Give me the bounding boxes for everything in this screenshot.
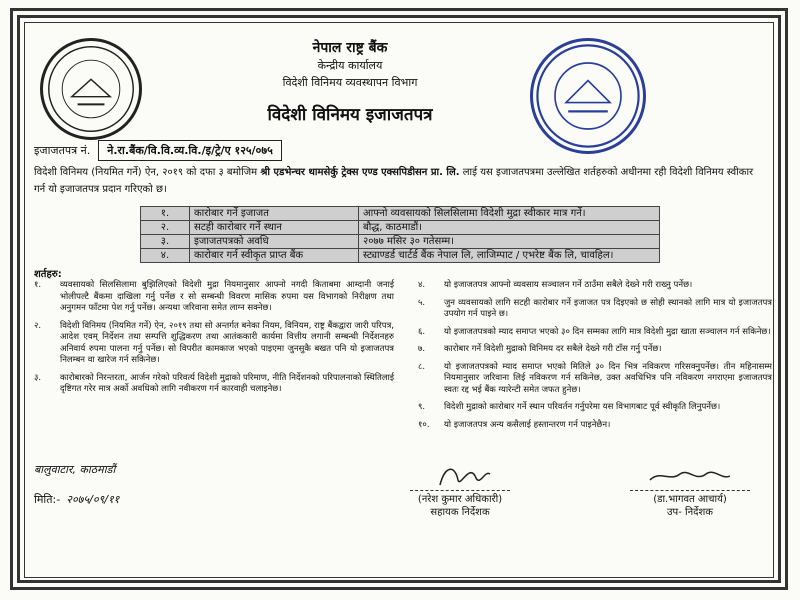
term-item <box>418 280 772 292</box>
term-number: ४. <box>418 280 426 290</box>
term-item <box>34 321 394 367</box>
department-name: विदेशी विनिमय व्यवस्थापन विभाग <box>282 76 418 89</box>
term-number: ९. <box>418 402 426 412</box>
reference-line <box>34 140 282 161</box>
term-number: ६. <box>418 326 426 337</box>
term-item <box>418 402 772 414</box>
term-text: यो इजाजतपत्रको म्याद समाप्त भएको मितिले ३० दिन भित्र नविकरण गरिसक्नुपर्नेछ। तीन महिनासम्म नियमानुसार जरिवाना लिई नविकरण गर्न सकिनेछ, उक्त अवधिभित्र पनि नविकरण नगराएमा इजाजतपत्र स्वतः रद्द भई बैंक ग्यारेन्टी समेत जफत हुनेछ। <box>444 361 772 395</box>
term-text: विदेशी विनिमय (नियमित गर्ने) ऐन, २०१९ तथा सो अन्तर्गत बनेका नियम, विनियम, राष्ट्र बैंकद्वारा जारी परिपत्र, आदेश एवम् निर्देशन तथा सम्पत्ति शुद्धिकरण तथा आतंककारी कार्यमा वित्तीय लगानी सम्बन्धी निर्देशनहरु अनिवार्य रुपमा पालना गर्नु पर्नेछ। सो विपरीत कामकाज भएको पाइएमा जुनसुकै बखत पनि यो इजाजतपत्र निलम्बन वा खारेज गर्न सकिनेछ। <box>60 320 394 365</box>
signature-mark <box>400 460 520 490</box>
row-number: १. <box>141 207 190 221</box>
table-row <box>141 249 660 263</box>
term-text: यो इजाजतपत्र आफ्नो व्यवसाय सञ्चालन गर्ने ठाउँमा सबैले देख्ने गरी राख्नु पर्नेछ। <box>444 280 693 290</box>
signatory-2 <box>620 460 760 519</box>
term-text: जुन व्यवसायको लागि सटही कारोबार गर्ने इजाजत पत्र दिइएको छ सोही स्थानको लागि मात्र यो इजाजतपत्र उपयोग गर्न पाइने छ। <box>444 297 772 319</box>
reference-label: इजाजतपत्र नं. <box>34 144 91 157</box>
table-row <box>141 235 660 249</box>
term-number: ३. <box>34 372 42 383</box>
license-details-table <box>140 206 660 263</box>
signatory-1-title: सहायक निर्देशक <box>430 507 490 518</box>
document-title: विदेशी विनिमय इजाजतपत्र <box>267 105 433 125</box>
intro-part2: लाई यस इजाजतपत्रमा उल्लेखित शर्तहरुको अधीनमा रही विदेशी विनिमय स्वीकार गर्न यो इजाजतपत्र प्रदान गरिएको छ। <box>34 167 754 195</box>
bank-name: नेपाल राष्ट्र बैंक <box>312 40 388 56</box>
term-item <box>418 327 772 339</box>
term-number: ७. <box>418 344 426 354</box>
term-text: कारोबारको निरन्तरता, आर्जन गरेको परिवर्त्य विदेशी मुद्राको परिमाण, नीति निर्देशनको परिपालनाको स्थितिलाई दृष्टिगत गरेर मात्र अर्को अवधिको लागि नवीकरण गर्न कारवाही चलाइनेछ। <box>60 372 394 394</box>
term-item <box>418 362 772 397</box>
signatory-1 <box>400 460 520 519</box>
issue-date <box>34 492 119 507</box>
row-value: स्ट्याण्डर्ड चार्टर्ड बैंक नेपाल लि, लाजिम्पाट / एभरेष्ट बैंक लि, चावहिल। <box>359 249 660 263</box>
row-label: इजाजतपत्रको अवधि <box>190 235 359 249</box>
signatory-2-name: (डा.भागवत आचार्य) <box>630 490 750 506</box>
term-item <box>418 298 772 321</box>
term-text: व्यवसायको सिलसिलामा बुझिलिएको विदेशी मुद्रा नियमानुसार आफ्नो नगदी किताबमा आम्दानी जनाई भोलीपल्टै बैंकमा दाखिला गर्नु पर्नेछ र सो सम्बन्धी विवरण मासिक रुपमा यस विभागको निरीक्षण तथा अनुगमन फाँटमा पेश गर्नु पर्नेछ। अन्यथा जरिवाना समेत लाग्न सक्नेछ। <box>60 280 394 313</box>
term-number: १. <box>34 280 42 290</box>
term-number: ८. <box>418 361 426 372</box>
signatory-1-name: (नरेश कुमार अधिकारी) <box>410 490 510 506</box>
row-number: २. <box>141 221 190 235</box>
row-number: ३. <box>141 235 190 249</box>
term-number: ५. <box>418 297 426 308</box>
term-item <box>418 420 772 432</box>
term-number: १०. <box>418 419 430 430</box>
row-number: ४. <box>141 249 190 263</box>
company-name: श्री एडभेन्चर थामसेर्कु ट्रेक्स एण्ड एक्सपिडीसन प्रा. लि. <box>260 167 460 178</box>
signatory-2-title: उप- निर्देशक <box>667 507 713 518</box>
terms-left-column <box>34 280 394 402</box>
term-text: यो इजाजतपत्र अन्य कसैलाई हस्तान्तरण गर्न पाइनेछैन। <box>444 419 611 430</box>
terms-right-column <box>418 280 772 437</box>
document-header <box>200 40 500 91</box>
signature-mark <box>620 460 760 490</box>
bank-seal-left <box>40 38 142 140</box>
issue-place: बालुवाटार, काठमाडौं <box>34 463 116 476</box>
intro-paragraph <box>34 164 766 198</box>
term-item <box>34 373 394 396</box>
term-item <box>34 280 394 315</box>
bank-emblem-icon <box>43 41 139 137</box>
bank-seal-right <box>530 38 646 154</box>
date-label: मिति:- <box>34 493 61 506</box>
date-value: २०७५/०९/११ <box>66 493 120 506</box>
row-value: २०७७ मसिर ३० गतेसम्म। <box>359 235 660 249</box>
table-row <box>141 221 660 235</box>
terms-heading: शर्तहरु: <box>34 269 62 280</box>
term-item <box>418 344 772 356</box>
row-value: आफ्नो व्यवसायको सिलसिलामा विदेशी मुद्रा स्वीकार मात्र गर्ने। <box>359 207 660 221</box>
row-label: कारोबार गर्न स्वीकृत प्राप्त बैंक <box>190 249 359 263</box>
office-name: केन्द्रीय कार्यालय <box>317 59 383 72</box>
term-text: कारोबार गर्ने विदेशी मुद्राको विनिमय दर सबैले देख्ने गरी टाँस गर्नु पर्नेछ। <box>444 344 662 354</box>
intro-part1: विदेशी विनिमय (नियमित गर्ने) ऐन, २०१९ को दफा ३ बमोजिम <box>34 167 258 178</box>
row-value: बौद्ध, काठमाडौं। <box>359 221 660 235</box>
table-row <box>141 207 660 221</box>
row-label: कारोबार गर्ने इजाजत <box>190 207 359 221</box>
term-text: विदेशी मुद्राको कारोबार गर्ने स्थान परिवर्तन गर्नुपरेमा यस विभागबाट पूर्व स्वीकृति लिनुपर्नेछ। <box>444 402 721 412</box>
bank-stamp-icon <box>533 41 643 151</box>
reference-number: ने.रा.बैंक/वि.वि.व्य.वि./इ/ट्रे/ए १२५/०७५ <box>98 140 282 161</box>
term-text: यो इजाजतपत्रको म्याद समाप्त भएको ३० दिन सम्मका लागि मात्र विदेशी मुद्रा खाता सञ्चालन गर्न सकिनेछ। <box>444 326 771 337</box>
term-number: २. <box>34 320 42 331</box>
row-label: सटही कारोबार गर्ने स्थान <box>190 221 359 235</box>
